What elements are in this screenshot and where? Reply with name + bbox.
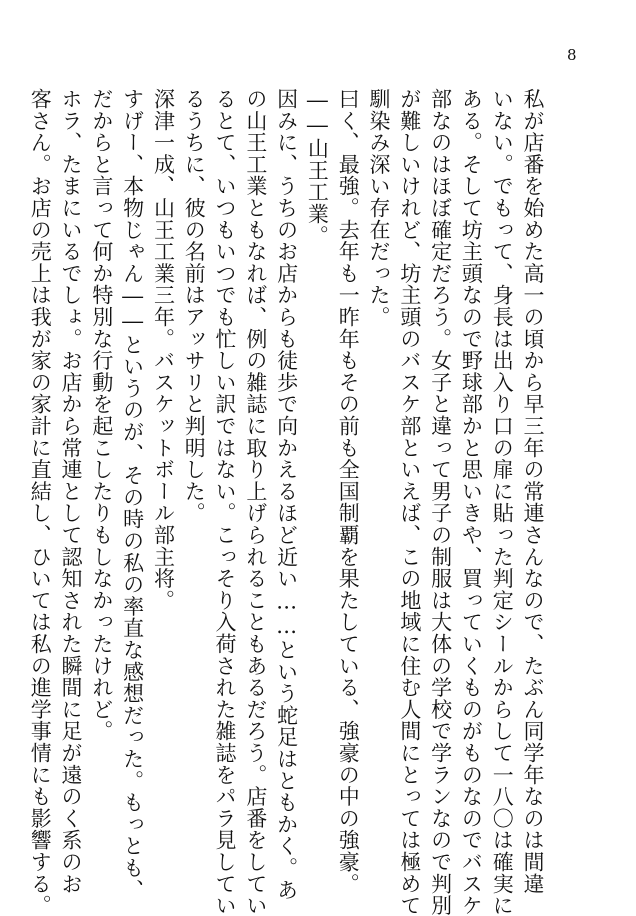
text-line: るとて、いつもいつでも忙しい訳ではない。こっそり入荷された雑誌をパラ見してい (213, 88, 238, 916)
text-line: ――山王工業。 (305, 88, 330, 247)
page-number: 8 (567, 46, 577, 64)
body-text (28, 88, 548, 916)
text-line: 客さん。お店の売上は我が家の家計に直結し、ひいては私の進学事情にも影響する。 (28, 88, 53, 916)
text-line: 因みに、うちのお店からも徒歩で向かえるほど近い……という蛇足はともかく。あ (274, 88, 299, 901)
text-line: 私が店番を始めた高一の頃から早三年の常連さんなので、たぶん同学年なのは間違 (521, 88, 545, 895)
text-line: ホラ、たまにいるでしょ。お店から常連として認知された瞬間に足が遠のく系のお (59, 88, 84, 895)
text-line: 深津一成、山王工業三年。バスケットボール部主将。 (151, 88, 176, 612)
text-line: だからと言って何か特別な行動を起こしたりもしなかったけれど。 (89, 88, 114, 742)
text-line: の山王工業ともなれば、例の雑誌に取り上げられることもあるだろう。店番をしてい (243, 88, 268, 916)
text-line: 部なのはほぼ確定だろう。女子と違って男子の制服は大体の学校で学ランなので判別 (428, 88, 453, 916)
text-line: るうちに、彼の名前はアッサリと判明した。 (182, 88, 207, 524)
text-line: ある。そして坊主頭なので野球部かと思いきや、買っていくものがものなのでバスケ (459, 88, 484, 916)
text-line: いない。でもって、身長は出入り口の扉に貼った判定シールからして一八〇は確実に (490, 88, 515, 916)
text-line: が難しいけれど、坊主頭のバスケ部といえば、この地域に住む人間にとっては極めて (397, 88, 422, 916)
text-line: 曰く、最強。去年も一昨年もその前も全国制覇を果たしている、強豪の中の強豪。 (336, 88, 361, 895)
text-line: 馴染み深い存在だった。 (367, 88, 392, 328)
text-line: すげー、本物じゃん――というのが、その時の私の率直な感想だった。もっとも、 (120, 88, 145, 901)
